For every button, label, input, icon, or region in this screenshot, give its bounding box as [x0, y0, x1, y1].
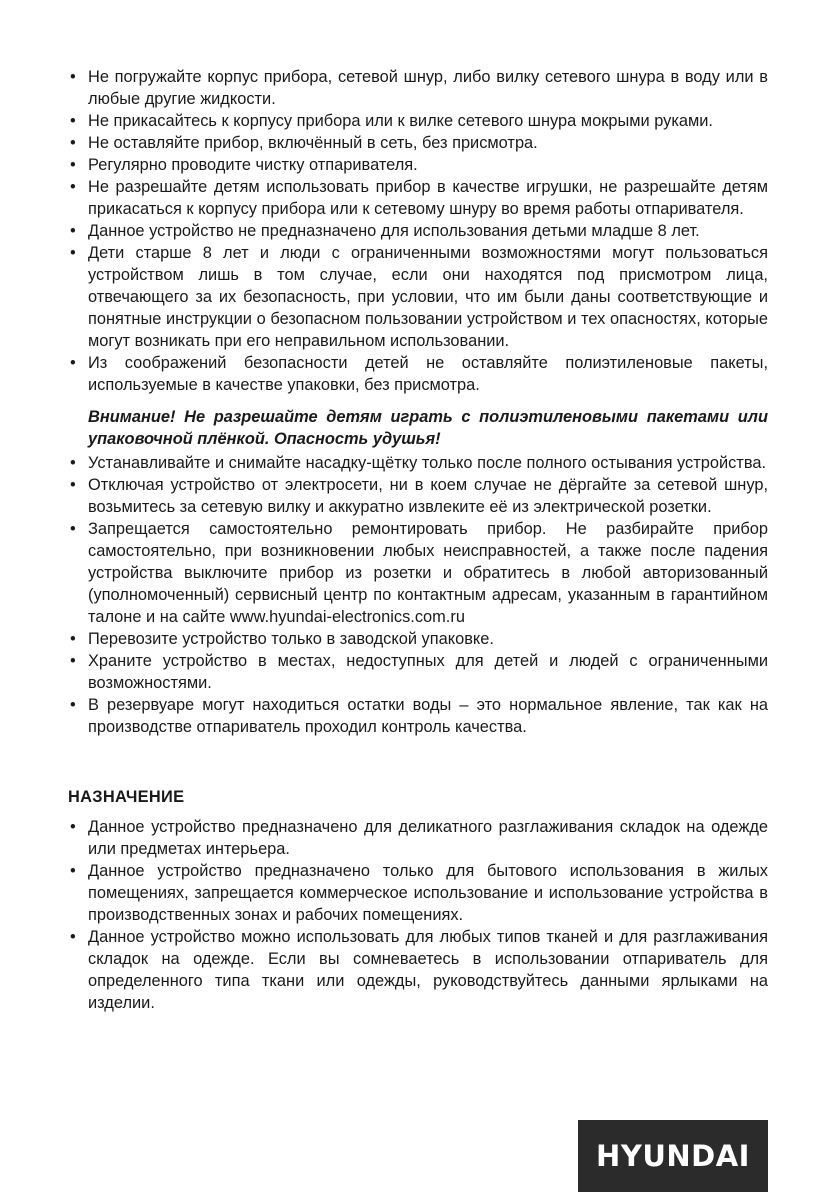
list-item: • Не разрешайте детям использовать прибор в качестве игрушки, не разрешайте детям прикасаться к корпусу прибора или к сетевому шнуру во время работы отпаривателя.	[68, 176, 768, 220]
safety-list-b	[68, 452, 768, 738]
list-item: • Дети старше 8 лет и люди с ограниченными возможностями могут пользоваться устройством лишь в том случае, если они находятся под присмотром лица, отвечающего за их безопасность, при условии, что им были даны соответствующие и понятные инструкции о безопасном пользовании устройством и тех опасностях, которые могут возникать при его неправильном использовании.	[68, 242, 768, 352]
list-item: • Устанавливайте и снимайте насадку-щётку только после полного остывания устройства.	[68, 452, 768, 474]
list-item: • Данное устройство можно использовать для любых типов тканей и для разглаживания складок на одежде. Если вы сомневаетесь в использовании отпариватель для определенного типа ткани или одежды, руководствуйтесь данными ярлыками на изделии.	[68, 926, 768, 1014]
document-body	[68, 66, 768, 1014]
list-item: • Из соображений безопасности детей не оставляйте полиэтиленовые пакеты, используемые в качестве упаковки, без присмотра.	[68, 352, 768, 396]
list-item: • Не оставляйте прибор, включённый в сеть, без присмотра.	[68, 132, 768, 154]
list-item: • Храните устройство в местах, недоступных для детей и людей с ограниченными возможностями.	[68, 650, 768, 694]
list-item: • Отключая устройство от электросети, ни в коем случае не дёргайте за сетевой шнур, возьмитесь за сетевую вилку и аккуратно извлеките её из электрической розетки.	[68, 474, 768, 518]
safety-list-a	[68, 66, 768, 396]
list-item: • Не погружайте корпус прибора, сетевой шнур, либо вилку сетевого шнура в воду или в любые другие жидкости.	[68, 66, 768, 110]
warning-text: Внимание! Не разрешайте детям играть с полиэтиленовыми пакетами или упаковочной плёнкой. Опасность удушья!	[88, 408, 768, 448]
list-item: • Данное устройство предназначено для деликатного разглаживания складок на одежде или предметах интерьера.	[68, 816, 768, 860]
list-item: • Не прикасайтесь к корпусу прибора или к вилке сетевого шнура мокрыми руками.	[68, 110, 768, 132]
list-item: • Перевозите устройство только в заводской упаковке.	[68, 628, 768, 650]
purpose-list	[68, 816, 768, 1014]
section-title-purpose: НАЗНАЧЕНИЕ	[68, 788, 185, 806]
list-item: • Запрещается самостоятельно ремонтировать прибор. Не разбирайте прибор самостоятельно, при возникновении любых неисправностей, а также после падения устройства выключите прибор из розетки и обратитесь в любой авторизованный (уполномоченный) сервисный центр по контактным адресам, указанным в гарантийном талоне и на сайте www.hyundai-electronics.com.ru	[68, 518, 768, 628]
list-item: • Данное устройство предназначено только для бытового использования в жилых помещениях, запрещается коммерческое использование и использование устройства в производственных зонах и рабочих помещениях.	[68, 860, 768, 926]
list-item: • В резервуаре могут находиться остатки воды – это нормальное явление, так как на производстве отпариватель проходил контроль качества.	[68, 694, 768, 738]
list-item: • Регулярно проводите чистку отпаривателя.	[68, 154, 768, 176]
brand-logo-text: HYUNDAI	[596, 1139, 750, 1173]
list-item: • Данное устройство не предназначено для использования детьми младше 8 лет.	[68, 220, 768, 242]
brand-logo	[578, 1120, 768, 1192]
